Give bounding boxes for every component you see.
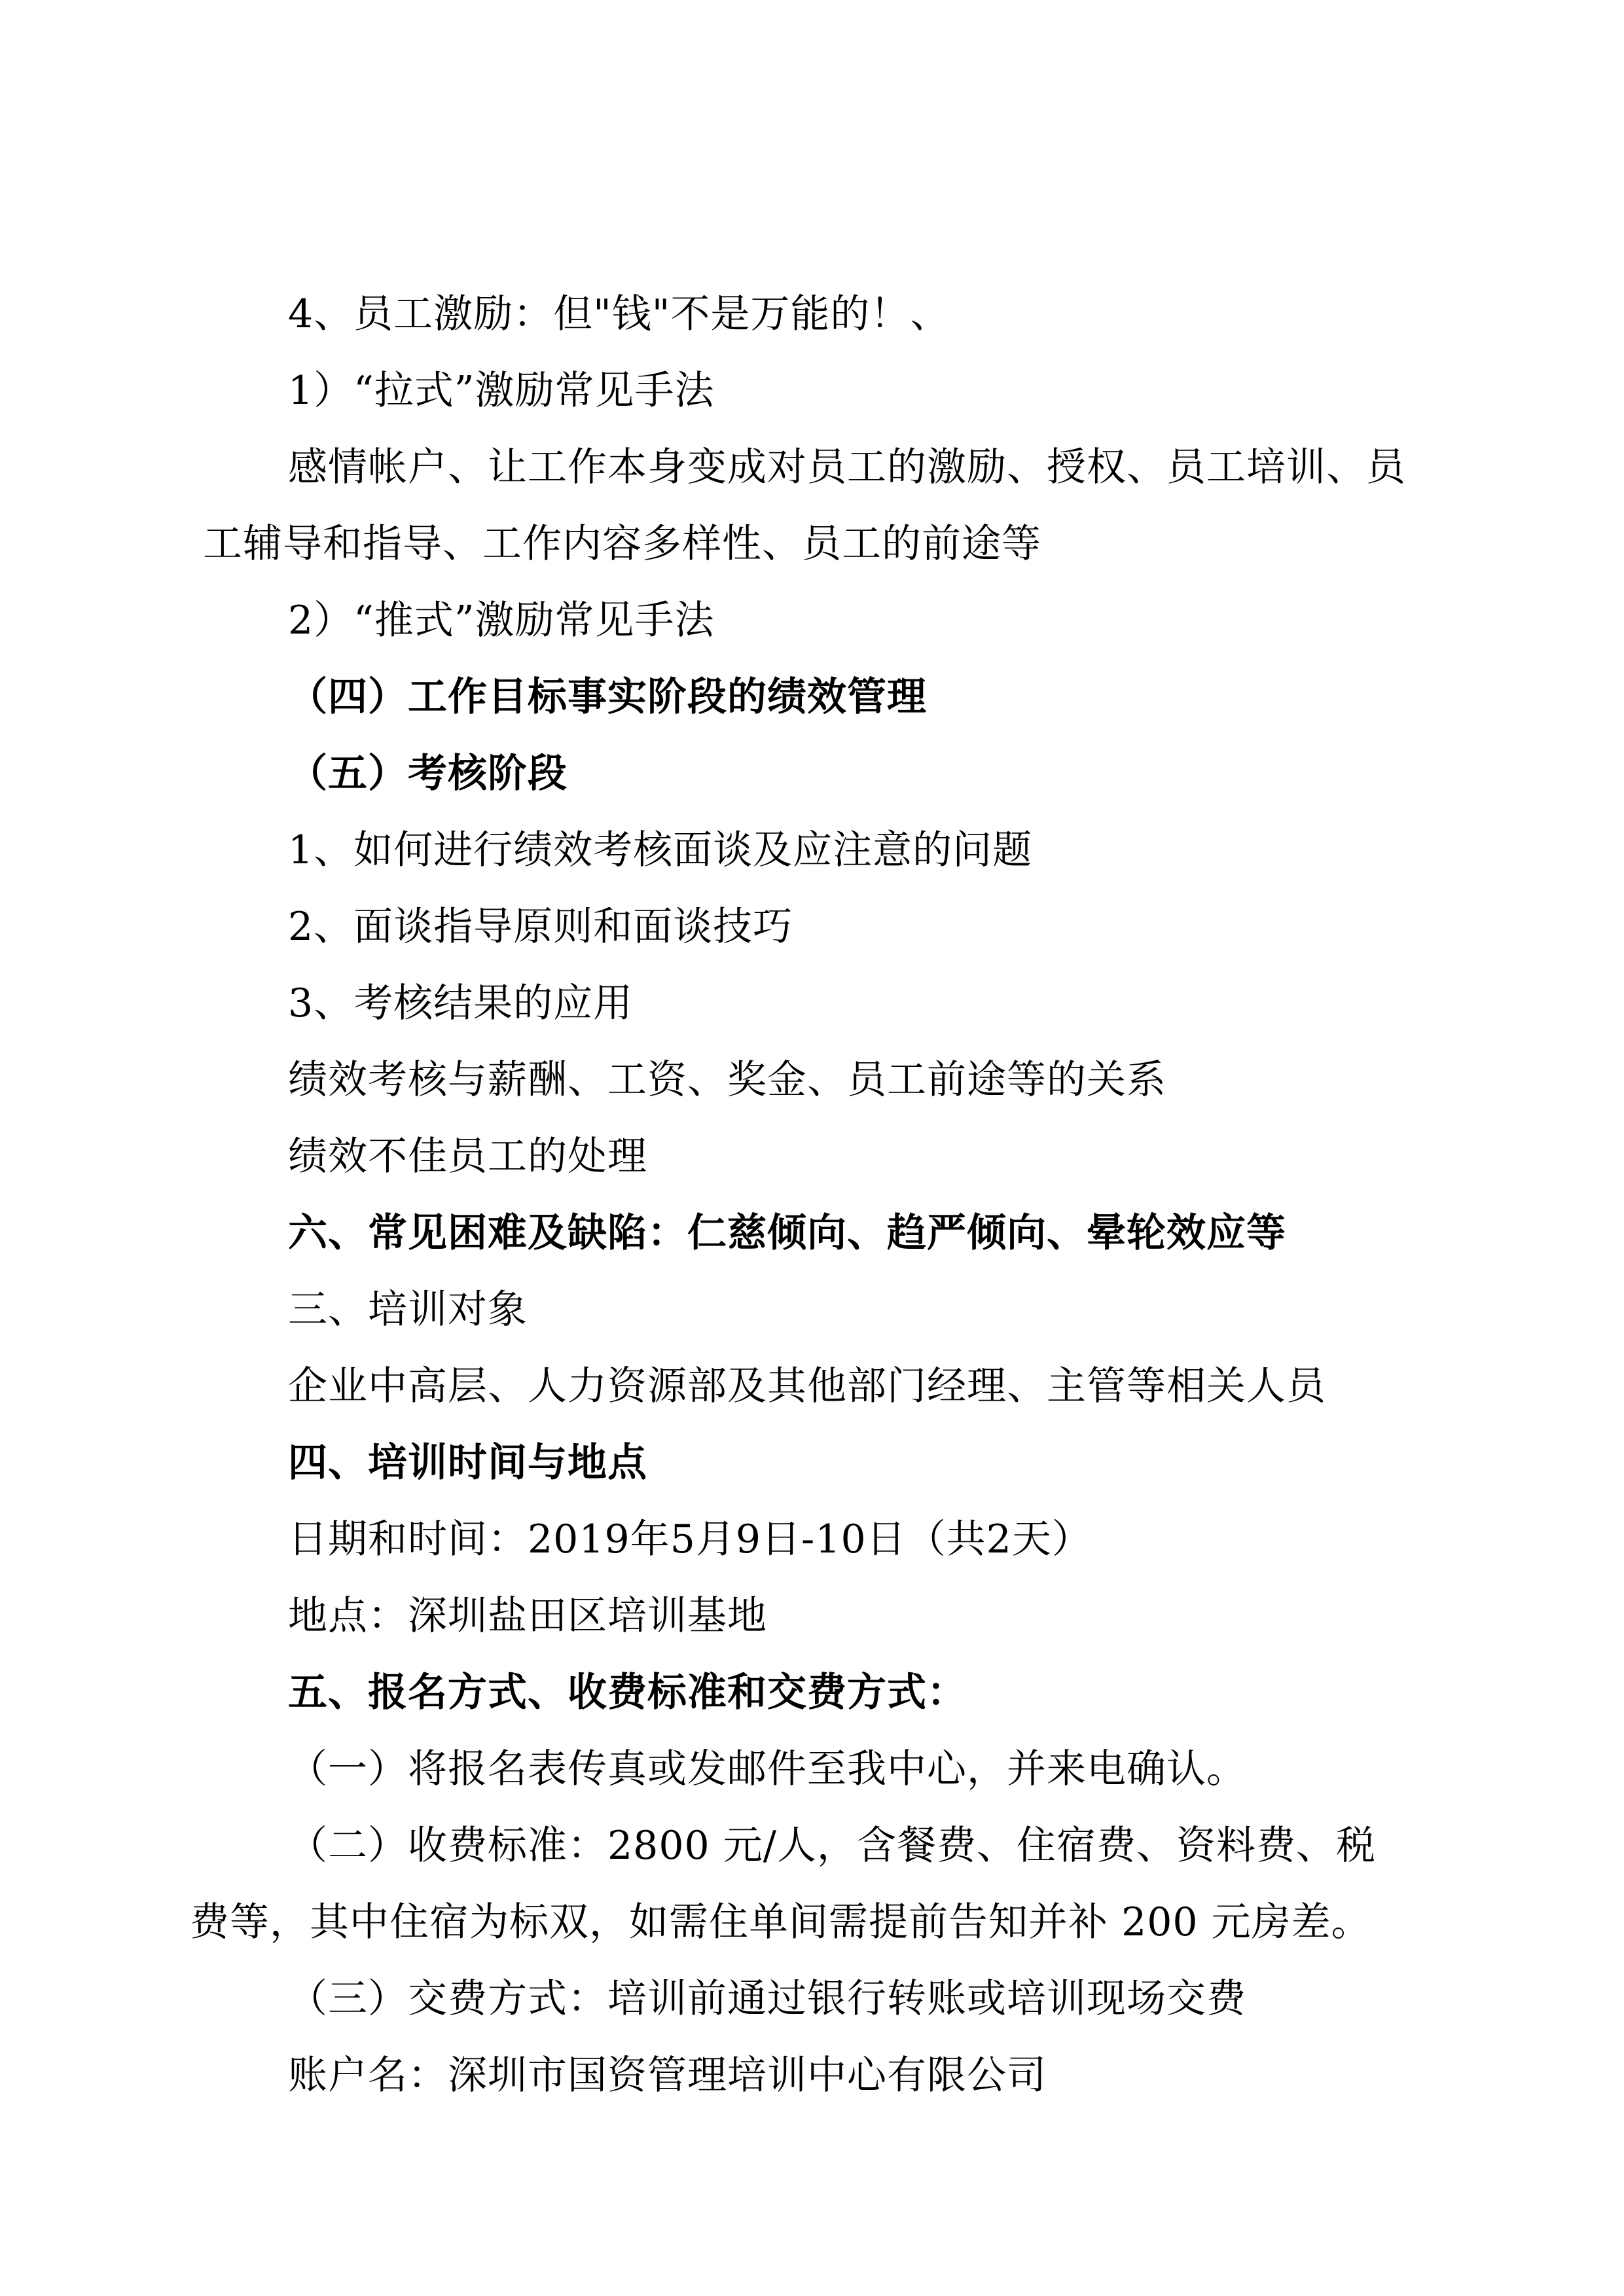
heading-registration: 五、报名方式、收费标准和交费方式： bbox=[288, 1670, 967, 1715]
heading-training-audience: 三、培训对象 bbox=[288, 1287, 528, 1333]
text-line-compensation-relation: 绩效考核与薪酬、工资、奖金、员工前途等的关系 bbox=[288, 1057, 1166, 1103]
text-line-date-time: 日期和时间：2019年5月9日-10日（共2天） bbox=[288, 1516, 1092, 1562]
text-line-location: 地点：深圳盐田区培训基地 bbox=[288, 1593, 767, 1639]
text-line-pull-incentive: 1）“拉式”激励常见手法 bbox=[288, 368, 715, 414]
text-line-poor-performance: 绩效不佳员工的处理 bbox=[288, 1134, 647, 1179]
text-line-payment-method: （三）交费方式：培训前通过银行转账或培训现场交费 bbox=[288, 1976, 1246, 2022]
text-line-emotional-account-cont: 工辅导和指导、工作内容多样性、员工的前途等 bbox=[203, 521, 1041, 567]
heading-section-four: （四）工作目标事实阶段的绩效管理 bbox=[288, 674, 927, 720]
text-line-interview: 1、如何进行绩效考核面谈及应注意的问题 bbox=[288, 827, 1033, 873]
text-line-fee-standard-cont: 费等，其中住宿为标双，如需住单间需提前告知并补 200 元房差。 bbox=[190, 1899, 1371, 1945]
text-line-audience: 企业中高层、人力资源部及其他部门经理、主管等相关人员 bbox=[288, 1363, 1326, 1409]
heading-section-five: （五）考核阶段 bbox=[288, 751, 568, 797]
heading-training-time-location: 四、培训时间与地点 bbox=[288, 1440, 647, 1486]
text-line-account-name: 账户名：深圳市国资管理培训中心有限公司 bbox=[288, 2053, 1047, 2098]
text-line-results-application: 3、考核结果的应用 bbox=[288, 980, 634, 1026]
text-line-emotional-account: 感情帐户、让工作本身变成对员工的激励、授权、员工培训、员 bbox=[288, 444, 1406, 490]
heading-common-difficulties: 六、常见困难及缺陷：仁慈倾向、趋严倾向、晕轮效应等 bbox=[288, 1210, 1286, 1256]
text-line-registration-method: （一）将报名表传真或发邮件至我中心，并来电确认。 bbox=[288, 1746, 1246, 1792]
text-line-employee-incentive: 4、员工激励：但"钱"不是万能的！、 bbox=[288, 291, 950, 337]
text-line-push-incentive: 2）“推式”激励常见手法 bbox=[288, 598, 715, 643]
text-line-interview-principles: 2、面谈指导原则和面谈技巧 bbox=[288, 904, 793, 950]
text-line-fee-standard: （二）收费标准：2800 元/人，含餐费、住宿费、资料费、税 bbox=[288, 1823, 1376, 1869]
